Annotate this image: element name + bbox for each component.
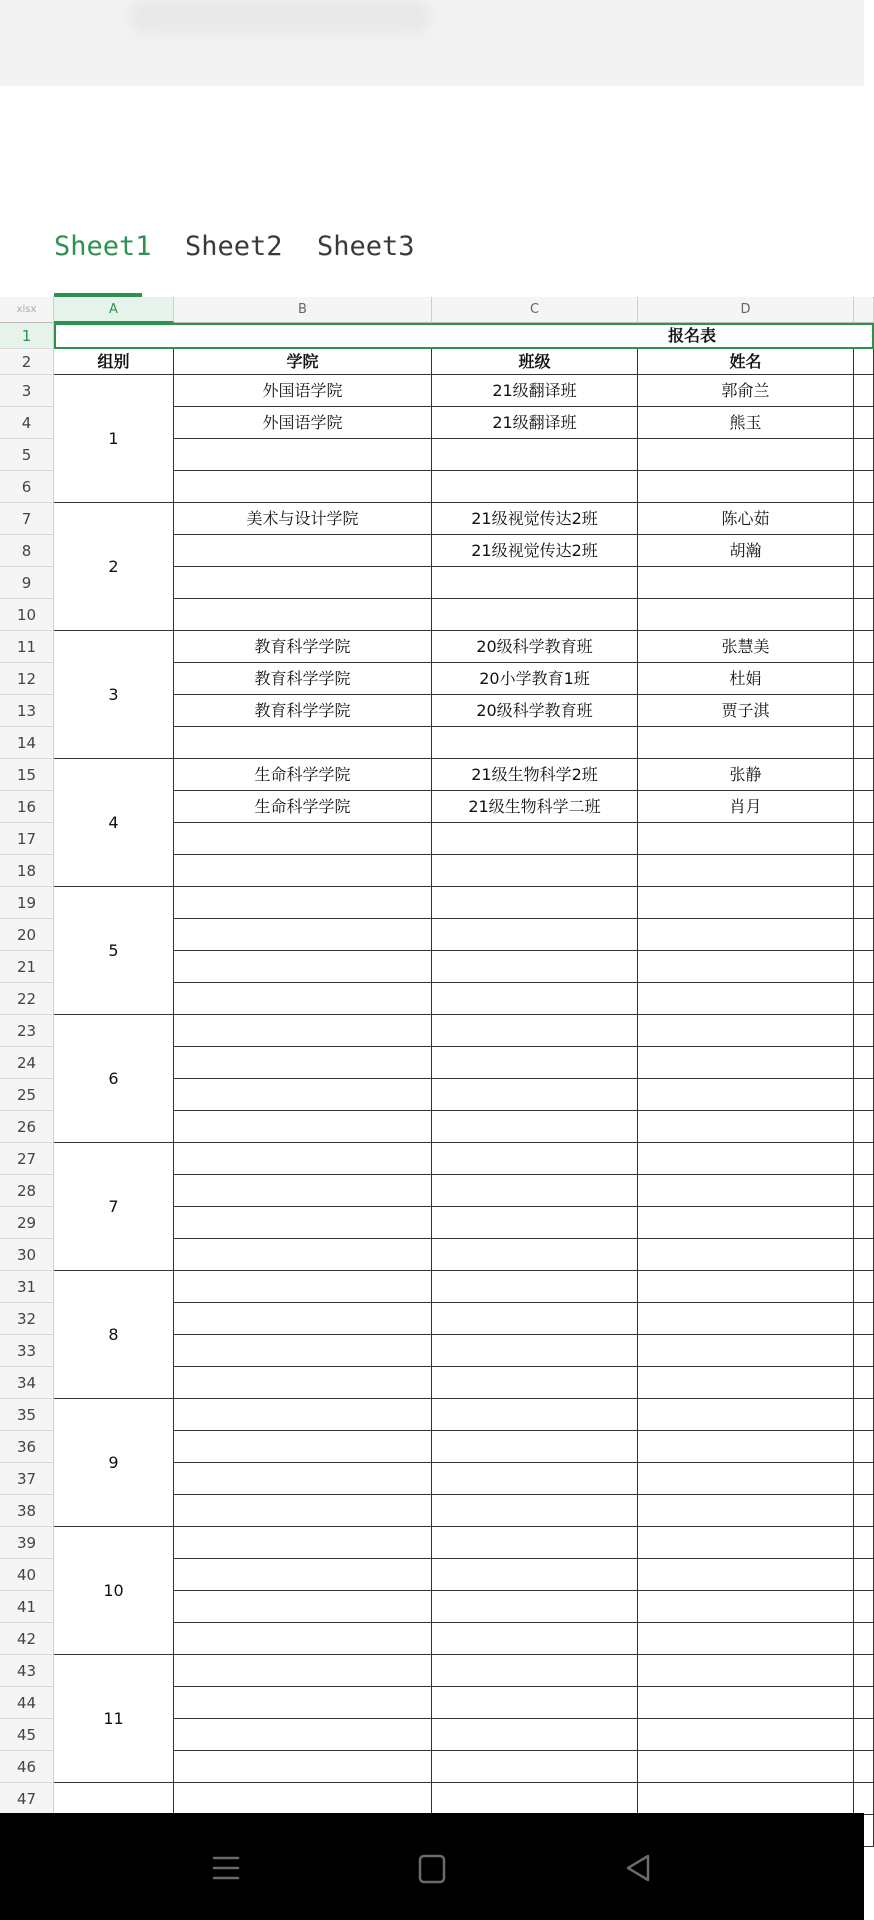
row-header[interactable]: 8	[0, 535, 54, 567]
table-cell[interactable]	[638, 887, 854, 919]
table-cell[interactable]	[174, 1079, 432, 1111]
row-header[interactable]: 41	[0, 1591, 54, 1623]
table-cell[interactable]: 教育科学学院	[174, 663, 432, 695]
table-cell[interactable]: 21级翻译班	[432, 375, 638, 407]
table-cell[interactable]: 20级科学教育班	[432, 695, 638, 727]
table-cell[interactable]	[432, 983, 638, 1015]
table-cell[interactable]	[432, 855, 638, 887]
table-cell[interactable]	[854, 1463, 874, 1495]
header-cell[interactable]: 学院	[174, 349, 432, 375]
status-area	[0, 0, 864, 86]
table-cell[interactable]	[854, 1079, 874, 1111]
column-header-b[interactable]: B	[174, 297, 432, 323]
table-cell[interactable]	[854, 1687, 874, 1719]
table-cell[interactable]	[432, 1591, 638, 1623]
row-header[interactable]: 13	[0, 695, 54, 727]
row-header[interactable]: 1	[0, 323, 54, 349]
row-header[interactable]: 18	[0, 855, 54, 887]
table-cell[interactable]	[638, 855, 854, 887]
table-cell[interactable]: 20级科学教育班	[432, 631, 638, 663]
table-cell[interactable]	[854, 1367, 874, 1399]
table-cell[interactable]	[174, 1495, 432, 1527]
table-cell[interactable]	[638, 1527, 854, 1559]
table-cell[interactable]	[174, 1239, 432, 1271]
group-cell[interactable]: 10	[54, 1527, 174, 1655]
table-cell[interactable]: 熊玉	[638, 407, 854, 439]
table-cell[interactable]	[432, 1047, 638, 1079]
table-cell[interactable]	[854, 1623, 874, 1655]
table-cell[interactable]	[174, 1719, 432, 1751]
table-cell[interactable]	[432, 1687, 638, 1719]
sheet-tabs	[0, 224, 864, 298]
group-cell[interactable]: 7	[54, 1143, 174, 1271]
table-cell[interactable]	[638, 1303, 854, 1335]
table-cell[interactable]	[432, 1143, 638, 1175]
table-cell[interactable]	[854, 1751, 874, 1783]
table-cell[interactable]	[432, 887, 638, 919]
table-cell[interactable]	[638, 1271, 854, 1303]
table-cell[interactable]: 生命科学学院	[174, 759, 432, 791]
table-cell[interactable]	[432, 1751, 638, 1783]
table-cell[interactable]	[174, 1015, 432, 1047]
table-cell[interactable]	[638, 1175, 854, 1207]
row-header[interactable]: 44	[0, 1687, 54, 1719]
table-cell[interactable]: 21级生物科学2班	[432, 759, 638, 791]
table-cell[interactable]	[638, 1591, 854, 1623]
row-header[interactable]: 16	[0, 791, 54, 823]
table-cell[interactable]: 张慧美	[638, 631, 854, 663]
row-header[interactable]: 39	[0, 1527, 54, 1559]
row-header[interactable]: 2	[0, 349, 54, 375]
table-cell[interactable]	[854, 1591, 874, 1623]
table-cell[interactable]	[638, 1719, 854, 1751]
table-cell[interactable]	[174, 1303, 432, 1335]
table-cell[interactable]	[174, 1783, 432, 1815]
row-header[interactable]: 23	[0, 1015, 54, 1047]
table-cell[interactable]	[432, 1431, 638, 1463]
table-cell[interactable]: 教育科学学院	[174, 695, 432, 727]
row-header[interactable]: 15	[0, 759, 54, 791]
sheet-title: 报名表	[668, 326, 717, 345]
table-cell[interactable]	[854, 439, 874, 471]
table-cell[interactable]	[638, 951, 854, 983]
table-cell[interactable]	[638, 1239, 854, 1271]
table-cell[interactable]	[854, 375, 874, 407]
row-header[interactable]: 38	[0, 1495, 54, 1527]
table-cell[interactable]	[854, 695, 874, 727]
table-cell[interactable]	[638, 1047, 854, 1079]
table-cell[interactable]	[854, 1175, 874, 1207]
group-cell[interactable]: 4	[54, 759, 174, 887]
table-cell[interactable]	[854, 1303, 874, 1335]
table-cell[interactable]	[854, 1399, 874, 1431]
table-cell[interactable]	[854, 407, 874, 439]
table-cell[interactable]	[174, 599, 432, 631]
table-cell[interactable]	[432, 1623, 638, 1655]
table-cell[interactable]	[432, 1527, 638, 1559]
row-header[interactable]: 35	[0, 1399, 54, 1431]
table-cell[interactable]	[432, 919, 638, 951]
row-header[interactable]: 47	[0, 1783, 54, 1815]
table-cell[interactable]: 20小学教育1班	[432, 663, 638, 695]
table-cell[interactable]	[432, 1335, 638, 1367]
table-cell[interactable]	[174, 1143, 432, 1175]
table-cell[interactable]	[638, 919, 854, 951]
table-cell[interactable]: 郭俞兰	[638, 375, 854, 407]
table-cell[interactable]	[174, 1463, 432, 1495]
table-cell[interactable]: 生命科学学院	[174, 791, 432, 823]
table-cell[interactable]	[638, 1687, 854, 1719]
table-cell[interactable]	[638, 983, 854, 1015]
row-header[interactable]: 28	[0, 1175, 54, 1207]
table-cell[interactable]	[854, 919, 874, 951]
group-cell[interactable]: 11	[54, 1655, 174, 1783]
table-cell[interactable]	[638, 1079, 854, 1111]
table-cell[interactable]	[432, 1015, 638, 1047]
group-cell[interactable]: 2	[54, 503, 174, 631]
table-cell[interactable]	[174, 887, 432, 919]
tab-sheet3[interactable]: Sheet3	[317, 231, 415, 262]
table-cell[interactable]: 张静	[638, 759, 854, 791]
table-cell[interactable]	[854, 599, 874, 631]
table-cell[interactable]: 外国语学院	[174, 407, 432, 439]
group-cell[interactable]: 6	[54, 1015, 174, 1143]
table-cell[interactable]	[638, 1623, 854, 1655]
table-cell[interactable]	[638, 1367, 854, 1399]
table-cell[interactable]	[174, 1687, 432, 1719]
table-cell[interactable]	[854, 1559, 874, 1591]
table-cell[interactable]	[854, 1111, 874, 1143]
table-cell[interactable]	[432, 599, 638, 631]
table-cell[interactable]	[432, 1399, 638, 1431]
table-cell[interactable]	[638, 1431, 854, 1463]
table-cell[interactable]	[638, 1655, 854, 1687]
table-cell[interactable]	[638, 1111, 854, 1143]
table-cell[interactable]	[854, 791, 874, 823]
row-header[interactable]: 5	[0, 439, 54, 471]
table-cell[interactable]	[854, 951, 874, 983]
table-cell[interactable]	[638, 1143, 854, 1175]
table-cell[interactable]	[174, 1751, 432, 1783]
table-cell[interactable]	[638, 1463, 854, 1495]
table-cell[interactable]	[174, 983, 432, 1015]
table-cell[interactable]	[174, 1431, 432, 1463]
header-cell[interactable]: 组别	[54, 349, 174, 375]
row-header[interactable]: 27	[0, 1143, 54, 1175]
table-cell[interactable]	[432, 1655, 638, 1687]
row-header[interactable]: 17	[0, 823, 54, 855]
row-header[interactable]: 31	[0, 1271, 54, 1303]
row-header[interactable]: 14	[0, 727, 54, 759]
table-cell[interactable]	[854, 759, 874, 791]
table-cell[interactable]	[432, 1463, 638, 1495]
table-cell[interactable]	[174, 567, 432, 599]
blurred-header	[130, 0, 430, 34]
cell[interactable]	[854, 349, 874, 375]
table-cell[interactable]	[638, 1495, 854, 1527]
table-cell[interactable]	[432, 439, 638, 471]
row-header[interactable]: 42	[0, 1623, 54, 1655]
table-cell[interactable]	[854, 1527, 874, 1559]
row-header[interactable]: 25	[0, 1079, 54, 1111]
menu-icon[interactable]	[206, 1848, 246, 1888]
table-cell[interactable]	[854, 535, 874, 567]
table-cell[interactable]: 贾子淇	[638, 695, 854, 727]
row-header[interactable]: 32	[0, 1303, 54, 1335]
row-header[interactable]: 40	[0, 1559, 54, 1591]
table-cell[interactable]	[638, 1783, 854, 1815]
table-cell[interactable]	[174, 1047, 432, 1079]
table-cell[interactable]	[174, 1335, 432, 1367]
table-cell[interactable]	[638, 471, 854, 503]
header-cell[interactable]: 姓名	[638, 349, 854, 375]
row-header[interactable]: 46	[0, 1751, 54, 1783]
group-cell[interactable]: 5	[54, 887, 174, 1015]
table-cell[interactable]	[432, 1495, 638, 1527]
row-header[interactable]: 26	[0, 1111, 54, 1143]
table-cell[interactable]	[638, 1751, 854, 1783]
table-cell[interactable]	[638, 439, 854, 471]
table-cell[interactable]	[638, 1399, 854, 1431]
table-cell[interactable]	[854, 1335, 874, 1367]
table-cell[interactable]	[854, 823, 874, 855]
table-cell[interactable]	[174, 951, 432, 983]
table-cell[interactable]	[432, 1175, 638, 1207]
table-cell[interactable]	[432, 951, 638, 983]
table-cell[interactable]	[432, 1559, 638, 1591]
table-cell[interactable]	[432, 1207, 638, 1239]
row-header[interactable]: 12	[0, 663, 54, 695]
table-cell[interactable]	[638, 567, 854, 599]
table-cell[interactable]	[174, 471, 432, 503]
select-all-corner[interactable]: xlsx	[0, 297, 54, 323]
table-cell[interactable]	[638, 1559, 854, 1591]
system-navbar	[0, 1813, 864, 1920]
home-icon[interactable]	[412, 1848, 452, 1888]
table-cell[interactable]	[854, 1015, 874, 1047]
row-header[interactable]: 36	[0, 1431, 54, 1463]
table-cell[interactable]	[432, 471, 638, 503]
spreadsheet-grid[interactable]	[0, 297, 864, 1813]
table-cell[interactable]	[432, 823, 638, 855]
row-header[interactable]: 34	[0, 1367, 54, 1399]
table-cell[interactable]: 21级视觉传达2班	[432, 535, 638, 567]
row-header[interactable]: 30	[0, 1239, 54, 1271]
tab-sheet1[interactable]: Sheet1	[54, 231, 152, 262]
table-cell[interactable]	[854, 1047, 874, 1079]
table-cell[interactable]	[432, 1111, 638, 1143]
table-cell[interactable]	[432, 727, 638, 759]
row-header[interactable]: 3	[0, 375, 54, 407]
table-cell[interactable]	[174, 1591, 432, 1623]
table-cell[interactable]	[854, 1495, 874, 1527]
group-cell[interactable]: 1	[54, 375, 174, 503]
table-cell[interactable]: 杜娟	[638, 663, 854, 695]
tab-sheet2[interactable]: Sheet2	[185, 231, 283, 262]
table-cell[interactable]	[174, 1111, 432, 1143]
table-cell[interactable]	[854, 1143, 874, 1175]
table-cell[interactable]	[854, 983, 874, 1015]
table-cell[interactable]	[432, 1271, 638, 1303]
table-cell[interactable]	[638, 823, 854, 855]
table-cell[interactable]	[854, 887, 874, 919]
table-cell[interactable]	[174, 727, 432, 759]
table-cell[interactable]	[854, 727, 874, 759]
table-cell[interactable]	[638, 1015, 854, 1047]
table-cell[interactable]	[174, 1175, 432, 1207]
table-cell[interactable]: 胡瀚	[638, 535, 854, 567]
row-header[interactable]: 24	[0, 1047, 54, 1079]
row-header[interactable]: 37	[0, 1463, 54, 1495]
table-cell[interactable]	[854, 471, 874, 503]
table-cell[interactable]: 教育科学学院	[174, 631, 432, 663]
table-cell[interactable]	[174, 535, 432, 567]
row-header[interactable]: 7	[0, 503, 54, 535]
table-cell[interactable]	[854, 1719, 874, 1751]
title-cell[interactable]	[54, 323, 874, 349]
table-cell[interactable]	[174, 1623, 432, 1655]
table-cell[interactable]	[638, 1335, 854, 1367]
group-cell[interactable]: 9	[54, 1399, 174, 1527]
table-cell[interactable]: 外国语学院	[174, 375, 432, 407]
table-cell[interactable]	[854, 1271, 874, 1303]
table-cell[interactable]	[174, 1559, 432, 1591]
column-header-d[interactable]: D	[638, 297, 854, 323]
table-cell[interactable]: 21级翻译班	[432, 407, 638, 439]
table-cell[interactable]: 21级视觉传达2班	[432, 503, 638, 535]
row-header[interactable]: 10	[0, 599, 54, 631]
column-header-a[interactable]: A	[54, 297, 174, 323]
table-cell[interactable]	[854, 663, 874, 695]
table-cell[interactable]	[174, 439, 432, 471]
table-cell[interactable]	[174, 1399, 432, 1431]
row-header[interactable]: 6	[0, 471, 54, 503]
table-cell[interactable]: 肖月	[638, 791, 854, 823]
row-header[interactable]: 4	[0, 407, 54, 439]
row-header[interactable]: 20	[0, 919, 54, 951]
table-cell[interactable]	[432, 1719, 638, 1751]
table-cell[interactable]	[854, 503, 874, 535]
back-icon[interactable]	[618, 1848, 658, 1888]
table-cell[interactable]	[854, 1655, 874, 1687]
table-cell[interactable]	[174, 1207, 432, 1239]
column-header-c[interactable]: C	[432, 297, 638, 323]
table-cell[interactable]	[638, 727, 854, 759]
group-cell[interactable]: 3	[54, 631, 174, 759]
table-cell[interactable]	[432, 1079, 638, 1111]
table-cell[interactable]	[174, 855, 432, 887]
table-cell[interactable]	[854, 1783, 874, 1815]
table-cell[interactable]	[432, 1367, 638, 1399]
table-cell[interactable]	[638, 599, 854, 631]
table-cell[interactable]	[174, 1527, 432, 1559]
table-cell[interactable]	[432, 1783, 638, 1815]
table-cell[interactable]	[174, 919, 432, 951]
row-header[interactable]: 11	[0, 631, 54, 663]
header-cell[interactable]: 班级	[432, 349, 638, 375]
table-cell[interactable]	[432, 1239, 638, 1271]
table-cell[interactable]	[638, 1207, 854, 1239]
table-cell[interactable]	[854, 855, 874, 887]
table-cell[interactable]	[854, 631, 874, 663]
table-cell[interactable]: 美术与设计学院	[174, 503, 432, 535]
row-header[interactable]: 22	[0, 983, 54, 1015]
table-cell[interactable]	[174, 823, 432, 855]
group-cell[interactable]: 8	[54, 1271, 174, 1399]
table-cell[interactable]	[854, 567, 874, 599]
row-header[interactable]: 43	[0, 1655, 54, 1687]
table-cell[interactable]	[432, 567, 638, 599]
table-cell[interactable]: 21级生物科学二班	[432, 791, 638, 823]
row-header[interactable]: 9	[0, 567, 54, 599]
table-cell[interactable]	[854, 1431, 874, 1463]
table-cell[interactable]	[174, 1271, 432, 1303]
row-header[interactable]: 45	[0, 1719, 54, 1751]
row-header[interactable]: 33	[0, 1335, 54, 1367]
table-cell[interactable]	[854, 1239, 874, 1271]
table-cell[interactable]	[174, 1655, 432, 1687]
row-header[interactable]: 29	[0, 1207, 54, 1239]
table-cell[interactable]	[432, 1303, 638, 1335]
row-header[interactable]: 19	[0, 887, 54, 919]
table-cell[interactable]	[174, 1367, 432, 1399]
row-header[interactable]: 21	[0, 951, 54, 983]
table-cell[interactable]: 陈心茹	[638, 503, 854, 535]
column-header-e[interactable]	[854, 297, 874, 323]
table-cell[interactable]	[854, 1207, 874, 1239]
